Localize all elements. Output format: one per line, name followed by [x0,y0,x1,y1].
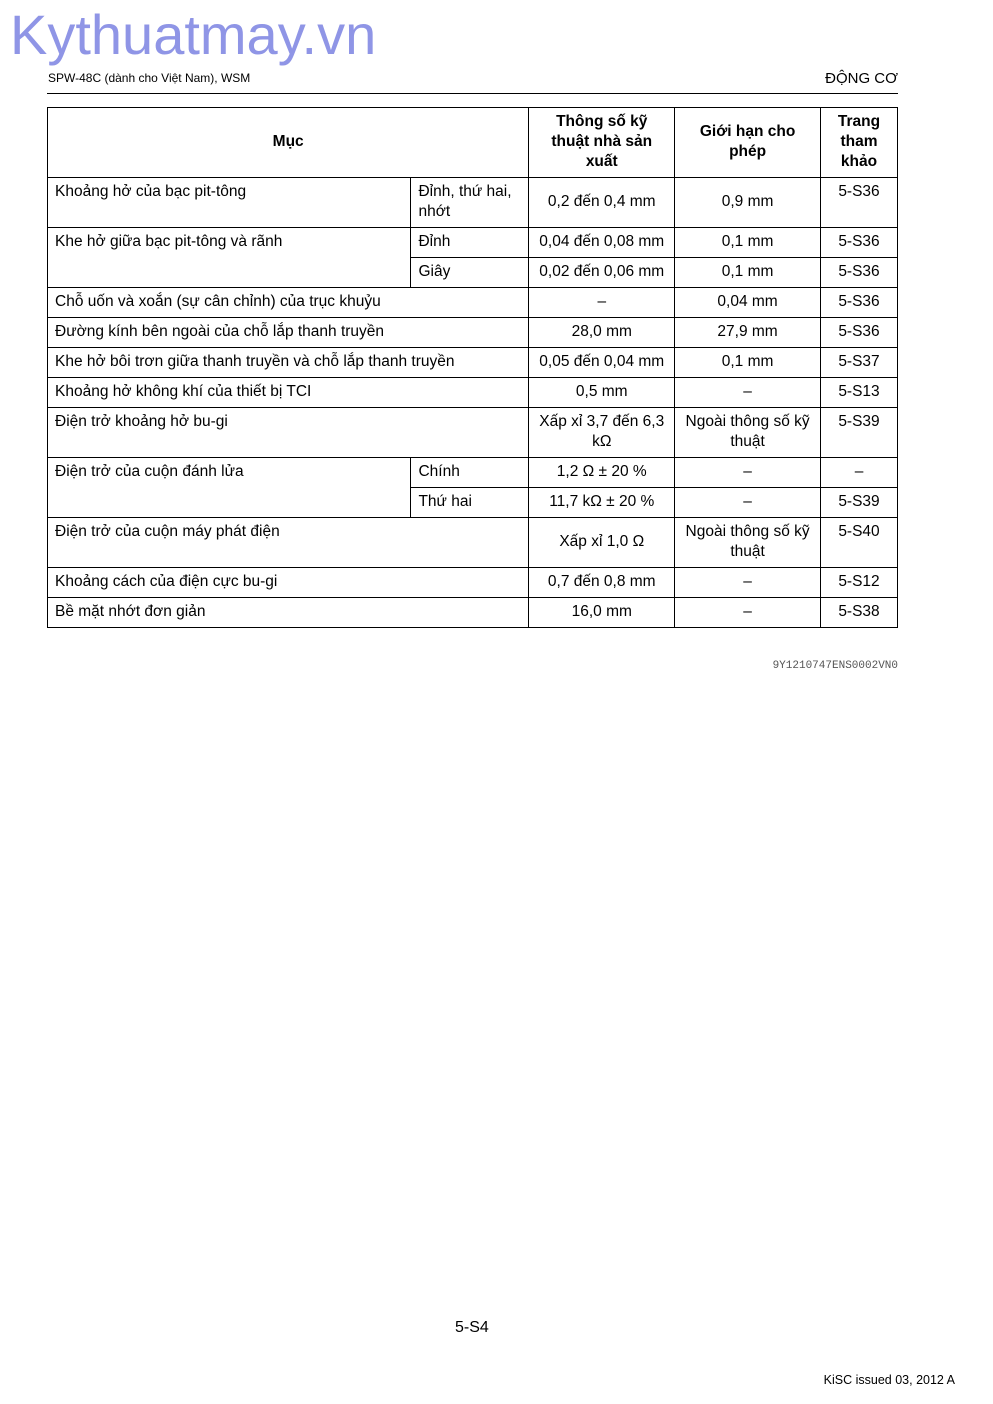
cell-limit: 27,9 mm [675,318,821,348]
cell-ref: 5-S13 [821,378,898,408]
cell-item: Điện trở khoảng hở bu-gi [48,408,529,458]
cell-item: Bề mặt nhớt đơn giản [48,598,529,628]
table-row [48,458,898,488]
table-row [48,518,898,568]
cell-item: Điện trở của cuộn đánh lửa [48,458,411,518]
cell-ref: 5-S36 [821,258,898,288]
document-title: SPW-48C (dành cho Việt Nam), WSM [48,71,251,85]
cell-spec: 16,0 mm [529,598,675,628]
cell-spec: 28,0 mm [529,318,675,348]
cell-limit: 0,1 mm [675,258,821,288]
cell-spec: 0,7 đến 0,8 mm [529,568,675,598]
cell-limit: Ngoài thông số kỹ thuật [675,408,821,458]
cell-spec: 1,2 Ω ± 20 % [529,458,675,488]
cell-spec: Xấp xỉ 3,7 đến 6,3 kΩ [529,408,675,458]
table-row [48,348,898,378]
cell-ref: 5-S37 [821,348,898,378]
page-number: 5-S4 [455,1319,489,1336]
header-divider [47,93,898,94]
document-code: 9Y1210747ENS0002VN0 [772,660,898,672]
table-row [48,598,898,628]
cell-limit: 0,1 mm [675,228,821,258]
cell-sub: Giây [411,258,529,288]
cell-spec: 11,7 kΩ ± 20 % [529,488,675,518]
cell-sub: Đỉnh, thứ hai, nhớt [411,178,529,228]
cell-ref: – [821,458,898,488]
watermark-logo: Kythuatmay.vn [10,3,377,66]
header-ref: Trang tham khảo [821,108,898,178]
cell-spec: 0,05 đến 0,04 mm [529,348,675,378]
cell-spec: – [529,288,675,318]
table-row [48,178,898,228]
cell-limit: – [675,568,821,598]
table-row [48,318,898,348]
cell-ref: 5-S38 [821,598,898,628]
cell-item: Khe hở giữa bạc pit-tông và rãnh [48,228,411,288]
cell-ref: 5-S36 [821,228,898,258]
header-limit: Giới hạn cho phép [675,108,821,178]
cell-item: Điện trở của cuộn máy phát điện [48,518,529,568]
cell-item: Chỗ uốn và xoắn (sự cân chỉnh) của trục khuỷu [48,288,529,318]
cell-limit: – [675,488,821,518]
cell-limit: 0,04 mm [675,288,821,318]
table-row [48,568,898,598]
cell-ref: 5-S36 [821,288,898,318]
header-item: Mục [48,108,529,178]
table-row [48,378,898,408]
cell-spec: 0,02 đến 0,06 mm [529,258,675,288]
cell-spec: Xấp xỉ 1,0 Ω [529,518,675,568]
cell-item: Khoảng hở của bạc pit-tông [48,178,411,228]
table-row [48,408,898,458]
issue-note: KiSC issued 03, 2012 A [823,1373,955,1387]
cell-spec: 0,5 mm [529,378,675,408]
section-title: ĐỘNG CƠ [825,70,898,87]
cell-spec: 0,2 đến 0,4 mm [529,178,675,228]
cell-item: Khe hở bôi trơn giữa thanh truyền và chỗ lắp thanh truyền [48,348,529,378]
cell-limit: – [675,598,821,628]
cell-limit: Ngoài thông số kỹ thuật [675,518,821,568]
cell-spec: 0,04 đến 0,08 mm [529,228,675,258]
cell-sub: Thứ hai [411,488,529,518]
cell-limit: – [675,458,821,488]
cell-ref: 5-S36 [821,318,898,348]
table-header-row [48,108,898,178]
cell-ref: 5-S39 [821,488,898,518]
cell-item: Khoảng hở không khí của thiết bị TCI [48,378,529,408]
cell-limit: – [675,378,821,408]
cell-ref: 5-S12 [821,568,898,598]
specification-table [47,107,898,628]
cell-limit: 0,9 mm [675,178,821,228]
cell-limit: 0,1 mm [675,348,821,378]
table-row [48,288,898,318]
cell-sub: Đỉnh [411,228,529,258]
header-spec: Thông số kỹ thuật nhà sản xuất [529,108,675,178]
cell-item: Đường kính bên ngoài của chỗ lắp thanh truyền [48,318,529,348]
cell-item: Khoảng cách của điện cực bu-gi [48,568,529,598]
cell-ref: 5-S40 [821,518,898,568]
cell-ref: 5-S36 [821,178,898,228]
cell-sub: Chính [411,458,529,488]
table-row [48,228,898,258]
cell-ref: 5-S39 [821,408,898,458]
